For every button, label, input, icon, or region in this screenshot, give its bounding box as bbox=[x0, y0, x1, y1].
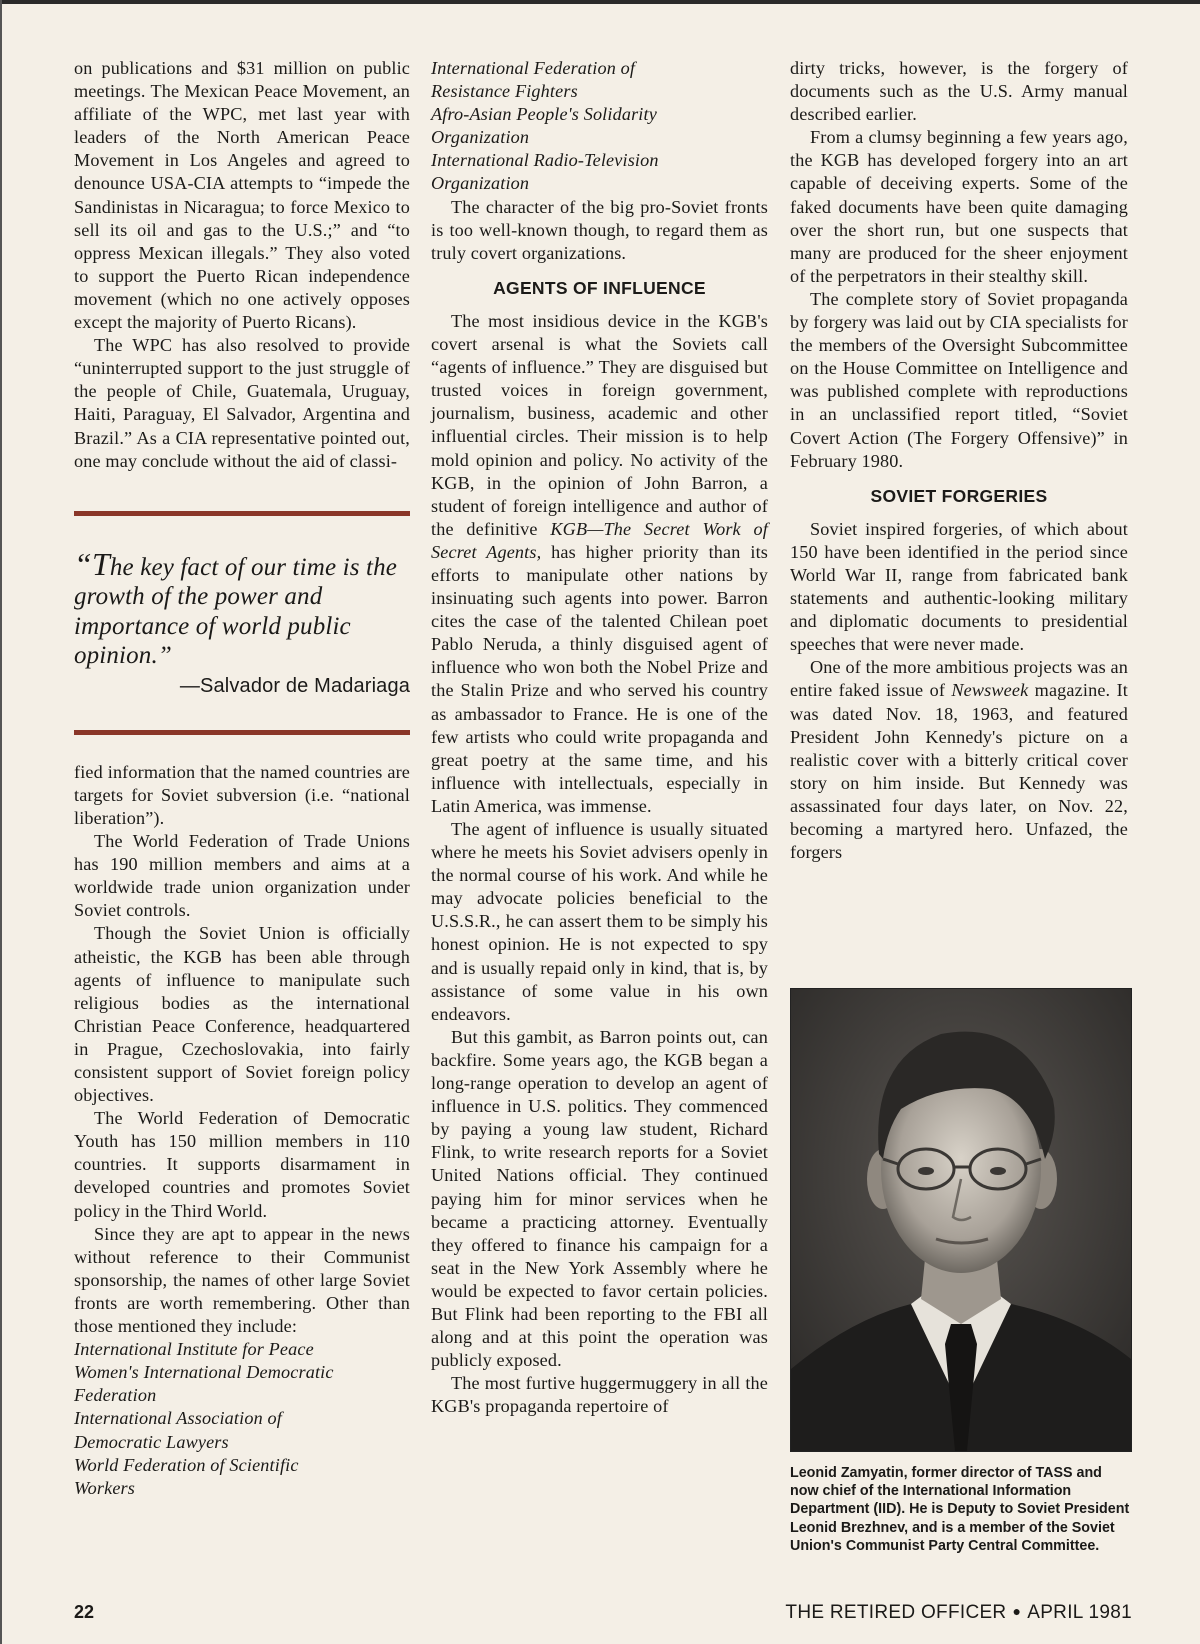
paragraph: The character of the big pro-Soviet fronts is too well-known though, to regard them as truly covert organizations. bbox=[431, 196, 768, 263]
pull-quote-rule-top bbox=[74, 511, 410, 516]
list-item bbox=[431, 149, 768, 195]
pull-quote-block bbox=[74, 511, 410, 735]
front-name-cont: Resistance Fighters bbox=[431, 81, 578, 102]
front-name-cont: Democratic Lawyers bbox=[74, 1431, 229, 1452]
issue-date: APRIL 1981 bbox=[1027, 1602, 1132, 1623]
paragraph bbox=[790, 656, 1128, 864]
paragraph: From a clumsy beginning a few years ago, the KGB has developed forgery into an art capable of deceiving experts. Some of the faked documents have been quite damaging over the short run, but one suspects that many are produced for the sheer enjoyment of the perpetrators in their stealthy skill. bbox=[790, 127, 1128, 286]
running-footer bbox=[785, 1602, 1132, 1624]
list-item bbox=[74, 1454, 410, 1500]
front-name-cont: Federation bbox=[74, 1385, 157, 1406]
magazine-name: THE RETIRED OFFICER bbox=[785, 1602, 1007, 1623]
front-name: Afro-Asian People's Solidarity bbox=[431, 104, 657, 125]
front-name: International Association of bbox=[74, 1408, 282, 1429]
bullet-icon: ● bbox=[1012, 1603, 1022, 1619]
scan-edge-left bbox=[0, 0, 2, 1644]
pull-quote-attribution: —Salvador de Madariaga bbox=[179, 674, 410, 697]
section-heading: SOVIET FORGERIES bbox=[870, 485, 1048, 506]
magazine-title: Newsweek bbox=[951, 680, 1029, 701]
portrait-illustration bbox=[791, 989, 1131, 1451]
pull-quote-text: he key fact of our time is the growth of the power and importance of world public opinion.” bbox=[74, 553, 397, 670]
front-name-cont: Workers bbox=[74, 1477, 136, 1498]
paragraph: The WPC has also resolved to provide “uninterrupted support to the just struggle of the people of Chile, Guatemala, Uruguay, Haiti, Paraguay, El Salvador, Argentina and Brazil.” As a CIA representative pointed out, one may conclude without the aid of classi- bbox=[74, 335, 410, 471]
front-name: International Institute for Peace bbox=[74, 1339, 314, 1360]
paragraph: on publications and $31 million on public meetings. The Mexican Peace Movement, an affiliate of the WPC, met last year with leaders of the North American Peace Movement in Los Angeles and agreed to denounce USA-CIA attempts to “impede the Sandinistas in Nicaragua; to force Mexico to sell its oil and gas to the U.S.;” and “to oppress Mexican illegals.” They also voted to support the Puerto Rican independence movement (which no one actively opposes except the majority of Puerto Ricans). bbox=[74, 58, 410, 333]
paragraph: The complete story of Soviet propaganda by forgery was laid out by CIA specialists for the members of the Oversight Subcommittee on the House Committee on Intelligence and was published complete with reproductions in an unclassified report titled, “Soviet Covert Action (The Forgery Offensive)” in February 1980. bbox=[790, 288, 1128, 471]
pull-quote-initial: “T bbox=[74, 545, 110, 582]
portrait-photo bbox=[790, 988, 1132, 1452]
front-name: International Radio-Television bbox=[431, 150, 659, 171]
pull-quote bbox=[74, 545, 410, 671]
paragraph: The agent of influence is usually situated where he meets his Soviet advisers openly in the normal course of his work. And while he may advocate policies beneficial to the U.S.S.R., he can assert them to be simply his honest opinion. He is not expected to spy and is usually repaid only in kind, that is, by assistance of some value in his own endeavors. bbox=[431, 819, 768, 1024]
front-name: World Federation of Scientific bbox=[74, 1454, 299, 1475]
soviet-fronts-list-cont bbox=[431, 57, 768, 196]
paragraph: Since they are apt to appear in the news without reference to their Communist sponsorship, the names of other large Soviet fronts are worth remembering. Other than those mentioned they include: bbox=[74, 1223, 410, 1337]
list-item bbox=[74, 1361, 410, 1407]
paragraph: The World Federation of Trade Unions has 190 million members and aims at a worldwide trade union organization under Soviet controls. bbox=[74, 831, 410, 921]
paragraph: The World Federation of Democratic Youth has 150 million members in 110 countries. It supports disarmament in developed countries and promotes Soviet policy in the Third World. bbox=[74, 1108, 410, 1221]
column-middle bbox=[431, 57, 768, 1418]
front-name: Women's International Democratic bbox=[74, 1362, 334, 1383]
front-name-cont: Organization bbox=[431, 173, 530, 194]
paragraph: But this gambit, as Barron points out, can backfire. Some years ago, the KGB began a long-range operation to develop an agent of influence in U.S. politics. They commenced by paying a young law student, Richard Flink, to write research reports for a Soviet United Nations official. They continued paying him for minor services when he became a practicing attorney. Eventually they offered to finance his campaign for a seat in the New York Assembly where he would be expected to favor certain policies. But Flink had been reporting to the FBI all along and at this point the operation was publicly exposed. bbox=[431, 1026, 768, 1371]
page-number: 22 bbox=[74, 1602, 95, 1622]
scan-edge-top bbox=[0, 0, 1200, 4]
front-name: International Federation of bbox=[431, 58, 636, 78]
section-heading: AGENTS OF INFLUENCE bbox=[493, 277, 706, 298]
list-item bbox=[431, 103, 768, 149]
paragraph: fied information that the named countries are targets for Soviet subversion (i.e. “national liberation”). bbox=[74, 761, 410, 828]
column-left bbox=[74, 57, 410, 1500]
pull-quote-rule-bottom bbox=[74, 730, 410, 735]
list-item bbox=[431, 57, 768, 103]
list-item bbox=[74, 1338, 410, 1361]
column-right bbox=[790, 57, 1128, 864]
paragraph: dirty tricks, however, is the forgery of documents such as the U.S. Army manual described earlier. bbox=[790, 58, 1128, 125]
list-item bbox=[74, 1407, 410, 1453]
paragraph-text: The most insidious device in the KGB's covert arsenal is what the Soviets call “agents of influence.” They are disguised but trusted voices in foreign government, journalism, business, academic and other influential circles. Their mission is to help mold opinion and policy. No activity of the KGB, in the opinion of John Barron, a student of foreign intelligence and author of the definitive bbox=[431, 310, 768, 539]
paragraph-text: magazine. It was dated Nov. 18, 1963, and featured President John Kennedy's picture on a realistic cover with a bitterly critical cover story on him inside. But Kennedy was assassinated four days later, on Nov. 22, becoming a martyred hero. Unfazed, the forgers bbox=[790, 680, 1128, 863]
front-name-cont: Organization bbox=[431, 127, 530, 148]
soviet-fronts-list bbox=[74, 1338, 410, 1500]
paragraph: Soviet inspired forgeries, of which about 150 have been identified in the period since World War II, range from fabricated bank statements and authentic-looking military and diplomatic documents to presidential speeches that were never made. bbox=[790, 518, 1128, 655]
paragraph: Though the Soviet Union is officially atheistic, the KGB has been able through agents of influence to manipulate such religious bodies as the international Christian Peace Conference, headquartered in Prague, Czechoslovakia, into fairly consistent support of Soviet foreign policy objectives. bbox=[74, 923, 410, 1106]
paragraph-text: One of the more ambitious projects was an entire faked issue of bbox=[790, 657, 1128, 701]
book-title: KGB—The Secret Work of Secret Agents, bbox=[431, 518, 768, 562]
paragraph bbox=[431, 310, 768, 818]
paragraph-text: has higher priority than its efforts to manipulate other nations by insinuating such agents into power. Barron cites the case of the talented Chilean poet Pablo Neruda, a thinly disguised agent of influence who won both the Nobel Prize and the Stalin Prize and who served his country as ambassador to France. He is one of the few artists who could write propaganda and great poetry at the same time, and his influence with intellectuals, especially in Latin America, was immense. bbox=[431, 541, 769, 816]
photo-caption: Leonid Zamyatin, former director of TASS and now chief of the International Information Department (IID). He is Deputy to Soviet President Leonid Brezhnev, and is a member of the Soviet Union's Communist Party Central Committee. bbox=[790, 1465, 1130, 1554]
paragraph: The most furtive huggermuggery in all the KGB's propaganda repertoire of bbox=[431, 1373, 768, 1417]
